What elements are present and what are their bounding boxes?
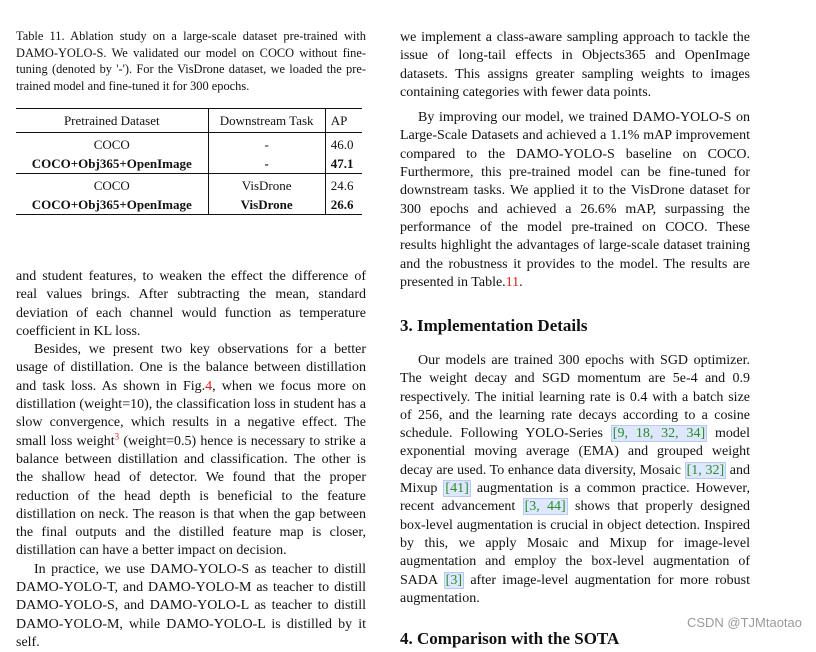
citation-link[interactable]: 3 — [529, 499, 537, 515]
cell-ap: 24.6 — [330, 178, 354, 193]
table-header-row — [16, 109, 362, 133]
text-span: Besides, we present two key observations for a better usage of distillation. One is the balance between distillation and task loss. As shown in Fig. — [16, 342, 366, 394]
ablation-table — [16, 108, 362, 215]
text-span: By improving our model, we trained DAMO-YOLO-S on Large-Scale Datasets and achieved a 1.1% mAP improvement compared to the DAMO-YOLO-S baseline on COCO. Furthermore, this pre-trained model can be fine-tuned for downstream tasks. We applied it to the VisDrone dataset for 300 epochs and achieved a 26.6% mAP, surpassing the performance of the model pre-trained on COCO. These results highlight the advantages of large-scale dataset training and the robustness it provides to the model. The results are presented in Table. — [400, 110, 750, 290]
table-row — [16, 154, 362, 174]
cell-dataset: COCO — [16, 133, 208, 155]
table-caption-text: Ablation study on a large-scale dataset pre-trained with DAMO-YOLO-S. We validated our model on COCO without fine-tuning (denoted by '-'). For the VisDrone dataset, we loaded the pre-trained model and fine-tuned it for 300 epochs. — [16, 29, 366, 93]
cell-task: VisDrone — [208, 195, 325, 215]
cell-dataset: COCO+Obj365+OpenImage — [16, 195, 208, 215]
cell-dataset: COCO — [16, 174, 208, 196]
right-paragraph-2 — [400, 109, 750, 292]
text-span: augmentation is a common practice. However, recent advancement — [400, 481, 750, 515]
citation-group: [9, 18, 32, 34] — [612, 426, 706, 442]
citation-link[interactable]: 44 — [547, 499, 562, 515]
right-column — [400, 29, 750, 292]
footnote-link[interactable]: 3 — [114, 431, 120, 442]
text-span: (weight=0.5) hence is necessary to strike a balance between distillation and classification. The other is the shallow head of detector. We found that the proper reduction of the head depth is beneficial to the feature distillation on neck. The reason is that when the gap between the final outputs and the distilled feature map is closer, distillation can have a better impact on decision. — [16, 433, 366, 559]
citation-link[interactable]: 41 — [450, 481, 465, 497]
citation-link[interactable]: 1 — [691, 462, 699, 478]
table-row — [16, 174, 362, 196]
citation-link[interactable]: 18 — [635, 426, 650, 442]
figure-link[interactable]: 4 — [205, 378, 213, 394]
citation-group: [3] — [445, 572, 463, 588]
citation-group: [3, 44] — [524, 499, 566, 515]
watermark: CSDN @TJMtaotao — [686, 615, 802, 630]
left-paragraph-3: In practice, we use DAMO-YOLO-S as teacher to distill DAMO-YOLO-T, and DAMO-YOLO-M as teacher to distill DAMO-YOLO-S, and DAMO-YOLO-L as teacher to distill DAMO-YOLO-M, while DAMO-YOLO-L is distilled by it self. — [16, 561, 366, 650]
citation-link[interactable]: 32 — [661, 426, 676, 442]
table-caption-label: Table 11. — [16, 29, 65, 43]
text-span: model exponential moving average (EMA) and grouped weight decay are used. To enhance data diversity, Mosaic — [400, 426, 751, 478]
header-pretrained-dataset: Pretrained Dataset — [16, 109, 208, 133]
header-ap: AP — [325, 109, 362, 133]
cell-task: - — [208, 154, 325, 174]
citation-link[interactable]: 3 — [450, 572, 458, 588]
cell-ap: 26.6 — [325, 195, 362, 215]
table-caption — [16, 28, 366, 94]
left-paragraph-2 — [16, 341, 366, 561]
right-paragraph-1: we implement a class-aware sampling approach to tackle the issue of long-tail effects in Objects365 and OpenImage datasets. This assigns greater sampling weights to images containing categories with fewer data points. — [400, 30, 750, 100]
cell-ap: 47.1 — [325, 154, 362, 174]
text-span: Our models are trained 300 epochs with SGD optimizer. The weight decay and SGD momentum are 5e-4 and 0.9 respectively. The initial learning rate is 0.4 with a batch size of 256, and the learning rate decays according to a cosine schedule. Following YOLO-Series — [400, 353, 750, 442]
text-span: after image-level augmentation for more robust augmentation. — [400, 572, 750, 606]
citation-link[interactable]: 32 — [705, 462, 720, 478]
citation-link[interactable]: 9 — [617, 426, 625, 442]
citation-group: [1, 32] — [686, 462, 725, 478]
text-span: , when we focus more on distillation (weight=10), the classification loss in student has a slow convergence, which results in a negative effect. The small loss weight — [16, 378, 366, 449]
section-title: 3. Implementation Details — [400, 316, 588, 335]
table-row — [16, 195, 362, 215]
left-paragraph-1: and student features, to weaken the effect the difference of real values brings. After subtracting the mean, standard deviation of each channel would function as temperature coefficient in KL loss. — [16, 269, 366, 339]
text-span: . — [519, 274, 523, 290]
table-row — [16, 133, 362, 155]
table-link[interactable]: 11 — [505, 274, 520, 290]
citation-group: [41] — [445, 481, 469, 497]
cell-dataset: COCO+Obj365+OpenImage — [16, 154, 208, 174]
text-span: shows that properly designed box-level augmentation is crucial in object detection. Inspired by this, we apply Mosaic and Mixup for image-level augmentation and employ the box-level augmentation of SADA — [400, 499, 751, 588]
cell-task: VisDrone — [208, 174, 325, 196]
right-paragraph-3 — [400, 352, 750, 608]
cell-ap: 46.0 — [330, 137, 354, 152]
cell-task: - — [208, 133, 325, 155]
next-section-title: 4. Comparison with the SOTA — [400, 629, 620, 648]
left-column — [16, 268, 366, 652]
text-span: and Mixup — [400, 462, 751, 497]
implementation-details-body — [400, 352, 750, 608]
citation-link[interactable]: 34 — [686, 426, 701, 442]
header-downstream-task: Downstream Task — [208, 109, 325, 133]
